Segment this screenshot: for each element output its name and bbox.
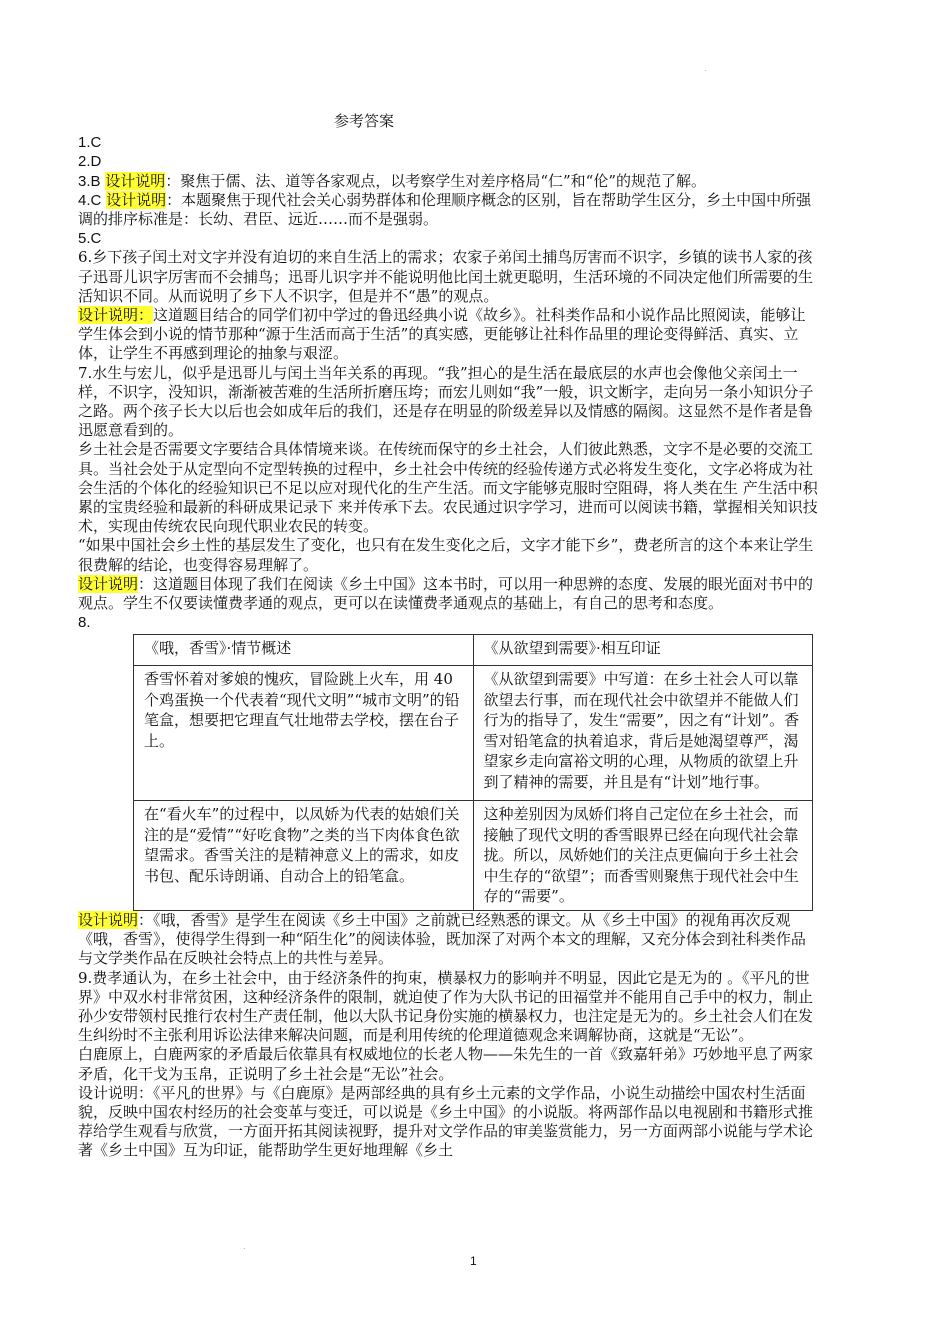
answer-key-body [78,112,820,1161]
page-number: 1 [470,1254,477,1268]
answer-2: 2.D [78,153,102,171]
answer-8-design-note: 设计说明：《哦，香雪》是学生在阅读《乡土中国》之前就已经熟悉的课文。从《乡土中国》的视角再次反观《哦，香雪》，使得学生得到一种“陌生化”的阅读体验，既加深了对两个本文的理解，又充分体会到社科类作品与文学类作品在反映社会特点上的共性与差异。 [78,910,806,968]
table-row [134,801,813,911]
scan-mark: . [243,1242,246,1251]
answer-6-design-note: 设计说明：这道题目结合的同学们初中学过的鲁迅经典小说《故乡》。社科类作品和小说作品比照阅读，能够让学生体会到小说的情节那种“源于生活而高于生活”的真实感，更能够让社科作品里的理论变得鲜活、真实、立体，让学生不再感到理论的抽象与艰涩。 [78,306,806,363]
answer-1: 1.C [78,134,102,152]
table-header-cell: 《从欲望到需要》·相互印证 [473,635,813,666]
answer-4: 4.C 设计说明：本题聚焦于现代社会关心弱势群体和伦理顺序概念的区别，旨在帮助学生区分，乡土中国中所强调的排序标准是：长幼、君臣、远近……而不是强弱。 [78,190,812,229]
answer-8-number: 8. [78,614,91,632]
scan-mark: . [704,64,707,73]
table-row [134,666,813,801]
answer-7-para-1: 7.水生与宏儿，似乎是迅哥儿与闰土当年关系的再现。“我”担心的是生活在最底层的水声也会像他父亲闰土一样，不识字，没知识，渐渐被苦难的生活所折磨压垮；而宏儿则如“我”一般，识文断字，走向另一条小知识分子之路。两个孩子长大以后也会如成年后的我们，还是存在明显的阶级差异以及情感的隔阂。这显然不是作者是鲁迅愿意看到的。 [78,363,814,440]
page-title: 参考答案 [333,112,394,130]
answer-7-para-3: “如果中国社会乡土性的基层发生了变化，也只有在发生变化之后，文字才能下乡”，费老所言的这个本来让学生很费解的结论，也变得容易理解了。 [78,536,814,574]
design-note-label: 设计说明 [105,171,166,190]
table-cell: 香雪怀着对爹娘的愧疚，冒险跳上火车，用 40 个鸡蛋换一个代表着“现代文明”“城市文明”的铅笔盒，想要把它理直气壮地带去学校，摆在台子上。 [134,666,474,801]
design-note-label: 设计说明 [78,910,139,929]
answer-3: 3.B 设计说明：聚焦于儒、法、道等各家观点，以考察学生对差序格局“仁”和“伦”的规范了解。 [78,171,706,190]
answer-6: 6.乡下孩子闰土对文字并没有迫切的来自生活上的需求；农家子弟闰土捕鸟厉害而不识字，乡镇的读书人家的孩子迅哥儿识字厉害而不会捕鸟；迅哥儿识字并不能说明他比闰土就更聪明，生活环境的不同决定他们所需要的生活知识不同。从而说明了乡下人不识字，但是并不“愚”的观点。 [78,248,814,305]
answer-9-design-note: 设计说明：《平凡的世界》与《白鹿原》是两部经典的具有乡土元素的文学作品，小说生动描绘中国农村生活面貌，反映中国农村经历的社会变革与变迁，可以说是《乡土中国》的小说版。将两部作品以电视剧和书籍形式推荐给学生观看与欣赏，一方面开拓其阅读视野，提升对文学作品的审美鉴赏能力，另一方面两部小说能与学术论著《乡土中国》互为印证，能帮助学生更好地理解《乡土 [78,1083,814,1160]
design-note-label: 设计说明 [78,574,139,593]
answer-7-design-note: 设计说明：这道题目体现了我们在阅读《乡土中国》这本书时，可以用一种思辨的态度、发展的眼光面对书中的观点。学生不仅要读懂费孝通的观点，更可以在读懂费孝通观点的基础上，有自己的思考和态度。 [78,574,814,613]
answer-5: 5.C [78,230,102,248]
answer-7-para-2: 乡土社会是否需要文字要结合具体情境来谈。在传统而保守的乡土社会，人们彼此熟悉，文字不是必要的交流工具。当社会处于从定型向不定型转换的过程中，乡土社会中传统的经验传递方式必将发生变化，文字必将成为社会生活的个体化的经验知识已不足以应对现代化的生产生活。而文字能够克服时空阻碍，将人类在生 产生活中积累的宝贵经验和最新的科研成果记录下 来并传承下去。农民通过识字学习，进而可以阅读书籍，掌握相关知识技术，实现由传统农民向现代职业农民的转变。 [78,440,818,536]
answer-9-para-2: 白鹿原上，白鹿两家的矛盾最后依靠具有权威地位的长老人物——朱先生的一首《致嘉轩弟》巧妙地平息了两家矛盾，化干戈为玉帛，正说明了乡土社会是“无讼”社会。 [78,1045,814,1083]
table-cell: 在“看火车”的过程中，以凤娇为代表的姑娘们关注的是“爱情”“好吃食物”之类的当下肉体食色欲望需求。香雪关注的是精神意义上的需求，如皮书包、配乐诗朗诵、自动合上的铅笔盒。 [134,801,474,911]
table-header-cell: 《哦，香雪》·情节概述 [134,635,474,666]
table-cell: 《从欲望到需要》中写道：在乡土社会人可以靠欲望去行事，而在现代社会中欲望并不能做人们行为的指导了，发生“需要”，因之有“计划”。香雪对铅笔盒的执着追求，背后是她渴望尊严，渴望家乡走向富裕文明的心理，从物质的欲望上升到了精神的需要，并且是有“计划”地行事。 [473,666,813,801]
comparison-table [133,634,813,911]
answer-9-para-1: 9.费孝通认为，在乡土社会中，由于经济条件的拘束，横暴权力的影响并不明显，因此它是无为的 。《平凡的世界》中双水村非常贫困，这种经济条件的限制，就迫使了作为大队书记的田福堂并不能用自己手中的权力，制止孙少安带领村民推行农村生产责任制，他以大队书记身份实施的横暴权力，也注定是无为的。乡土社会人们在发生纠纷时不主张利用诉讼法律来解决问题，而是利用传统的伦理道德观念来调解协商，这就是“无讼”。 [78,968,814,1045]
design-note-label: 设计说明 [106,190,167,209]
table-cell: 这种差别因为凤娇们将自己定位在乡土社会，而接触了现代文明的香雪眼界已经在向现代社会靠拢。所以，凤娇她们的关注点更偏向于乡土社会中生存的“欲望”；而香雪则聚焦于现代社会中生存的“需要”。 [473,801,813,911]
design-note-label: 设计说明： [78,306,154,325]
table-header-row [134,635,813,666]
